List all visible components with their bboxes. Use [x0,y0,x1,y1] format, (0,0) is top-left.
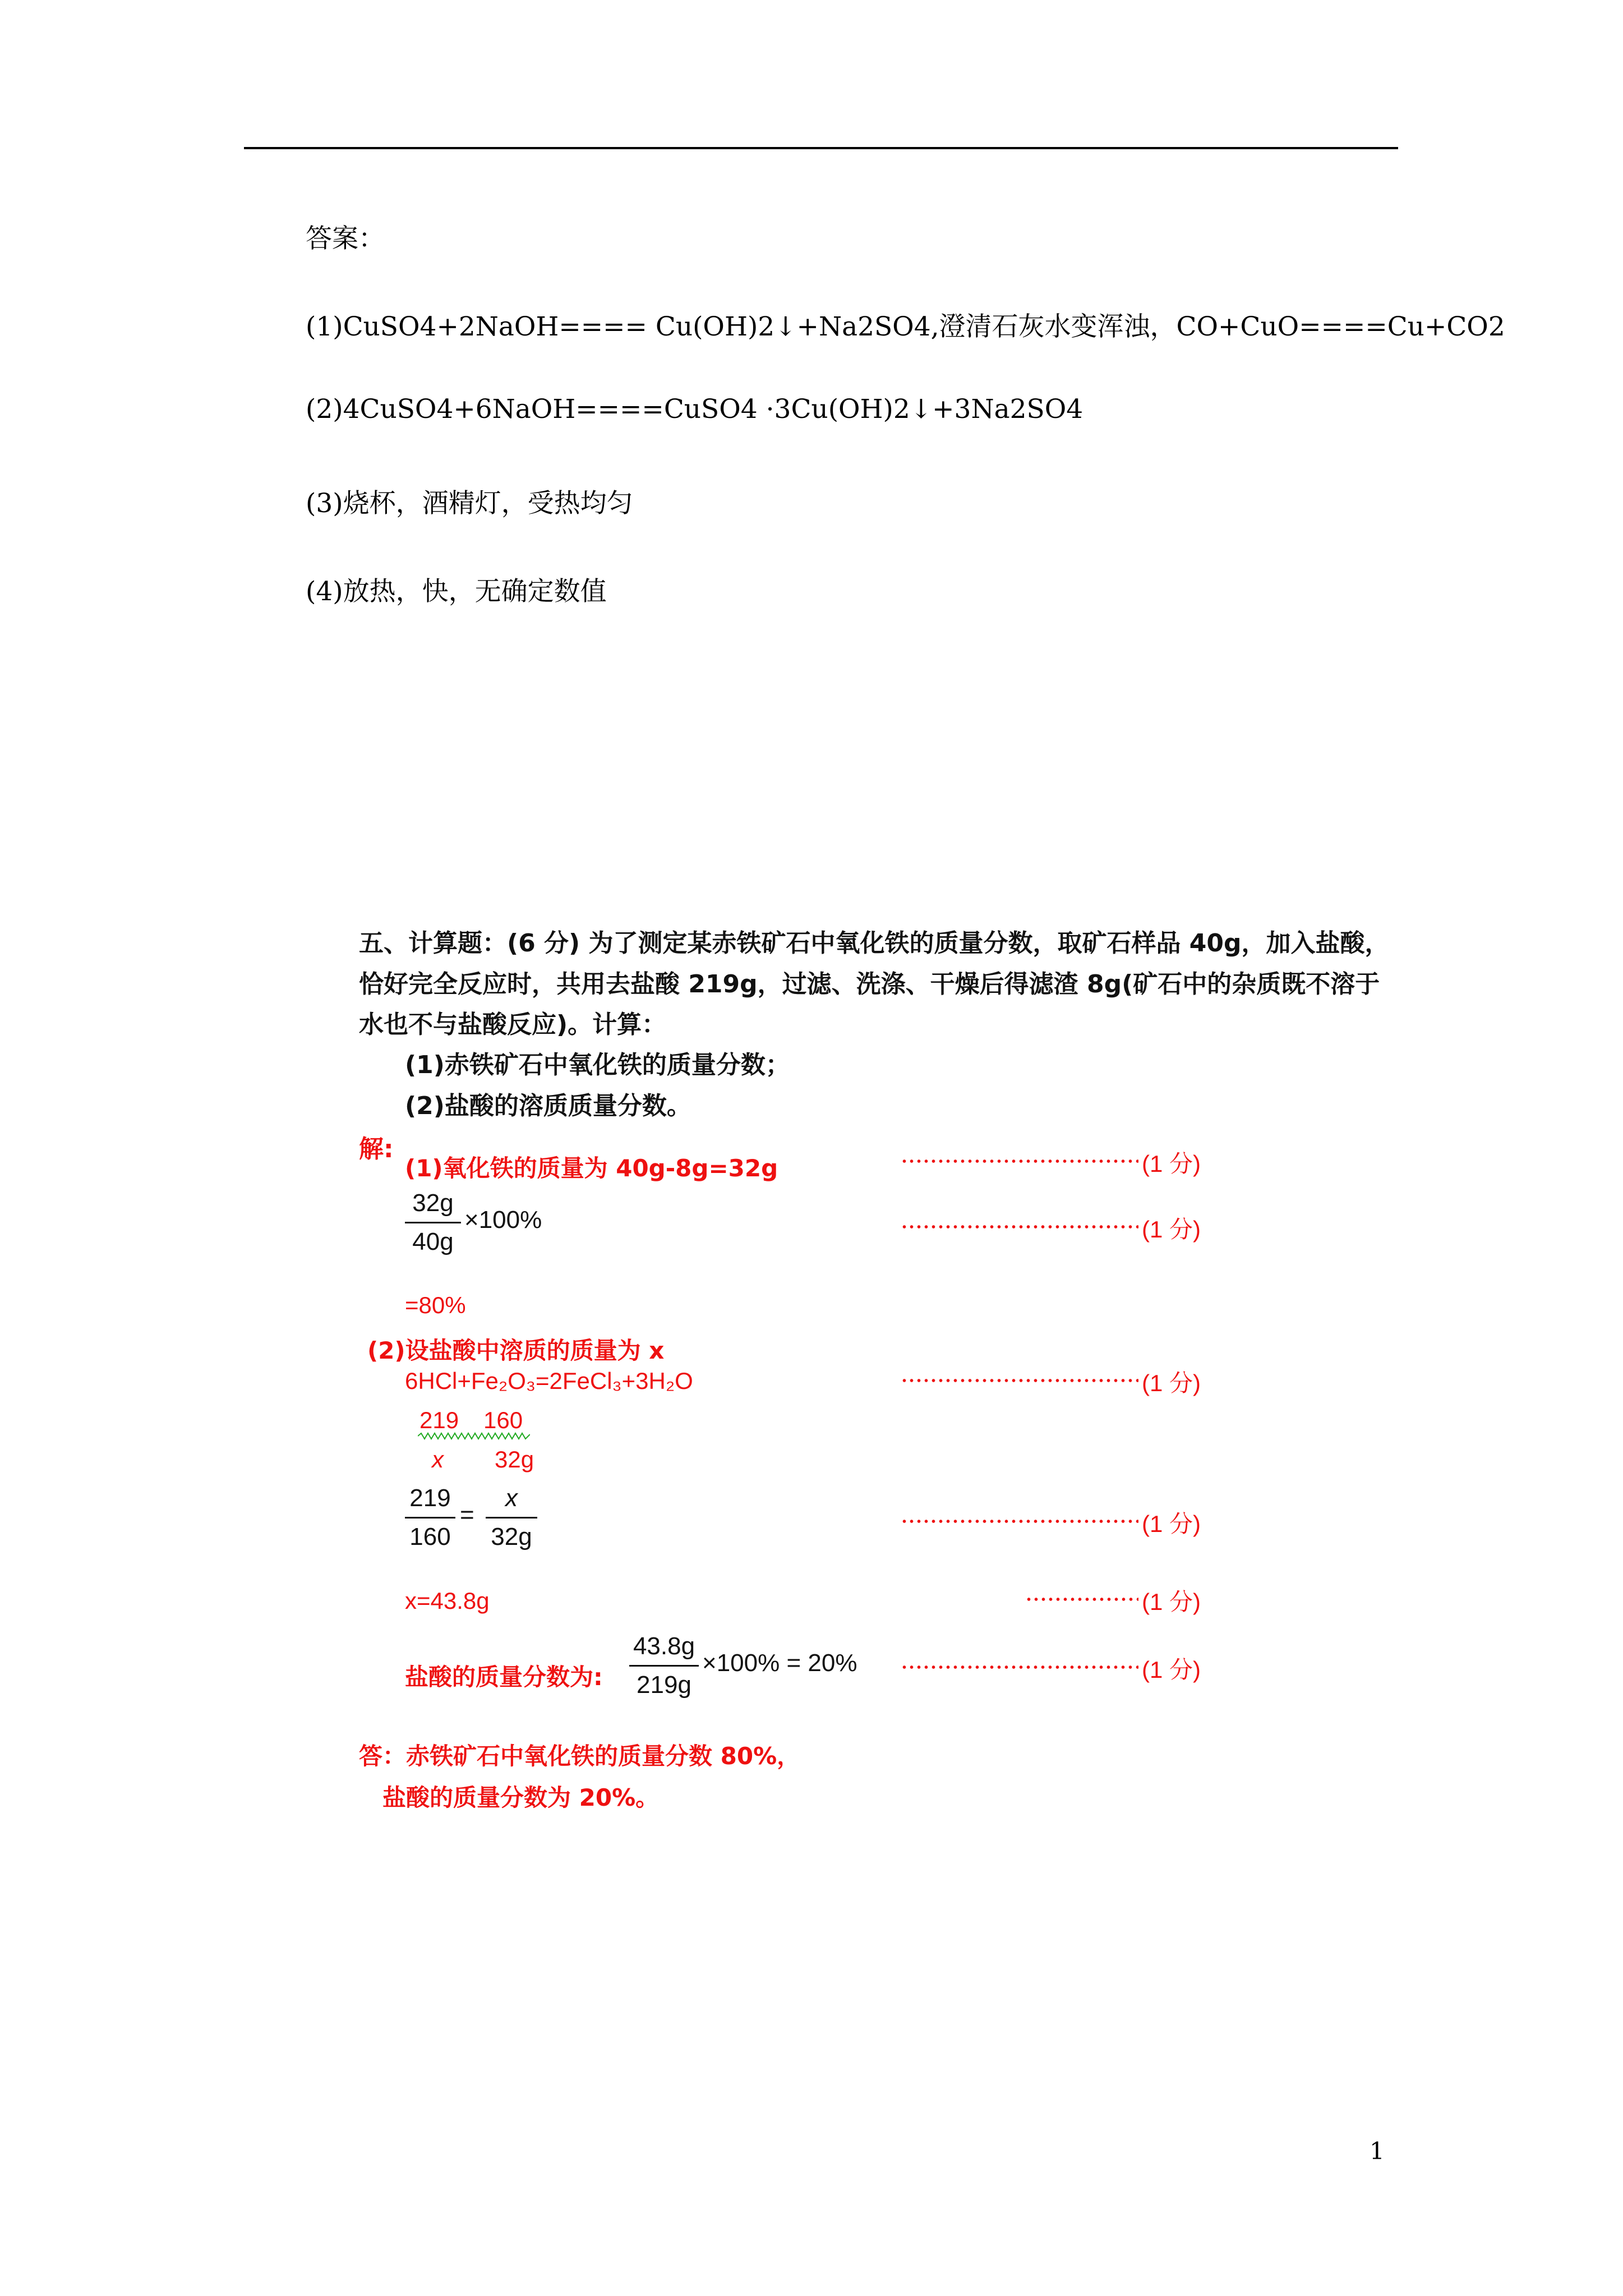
spellcheck-underline [418,1432,530,1440]
dotted-leader [1025,1597,1138,1602]
percent-label: 盐酸的质量分数为: [405,1663,603,1691]
chemical-equation: 6HCl+Fe₂O₃=2FeCl₃+3H₂O [405,1368,693,1394]
fraction-denominator: 32g [491,1523,532,1550]
fraction-denominator: 219g [637,1671,691,1699]
result-80-percent: =80% [405,1292,466,1318]
dotted-leader [901,1665,1138,1669]
question-line-2: 恰好完全反应时，共用去盐酸 219g，过滤、洗涤、干燥后得滤渣 8g(矿石中的杂质既不溶于 [359,970,1380,999]
fraction-denominator: 160 [409,1523,451,1550]
conclusion-line-1: 答：赤铁矿石中氧化铁的质量分数 80%， [359,1742,801,1770]
fraction-bar [629,1665,699,1667]
score-label: (1 分) [1142,1511,1201,1537]
times-100-percent: ×100% [464,1206,542,1234]
ratio-219: 219 [419,1407,459,1433]
question-subpart-1: (1)赤铁矿石中氧化铁的质量分数； [405,1051,790,1079]
question-subpart-2: (2)盐酸的溶质质量分数。 [405,1092,691,1120]
fraction-bar [405,1517,455,1519]
question-line-3: 水也不与盐酸反应)。计算： [359,1010,667,1039]
header-rule [244,147,1398,149]
fraction-numerator: 219 [409,1484,451,1512]
answer-title: 答案： [306,223,385,254]
conclusion-line-2: 盐酸的质量分数为 20%。 [382,1784,660,1811]
page-number: 1 [1370,2137,1385,2165]
dotted-leader [901,1225,1138,1229]
score-label: (1 分) [1142,1151,1201,1177]
dotted-leader [901,1378,1138,1383]
fraction-numerator: 43.8g [633,1632,695,1660]
x-value: x=43.8g [405,1588,490,1614]
fraction-numerator: 32g [412,1189,454,1217]
dotted-leader [901,1519,1138,1524]
solution-step-1: (1)氧化铁的质量为 40g-8g=32g [405,1154,778,1182]
times-100-equals-20: ×100% = 20% [702,1649,857,1677]
score-label: (1 分) [1142,1370,1201,1396]
fraction-numerator: x [505,1484,518,1512]
fraction-219-160 [405,1482,455,1553]
answer-line-1: (1)CuSO4+2NaOH==== Cu(OH)2↓+Na2SO4,澄清石灰水变浑浊，CO+CuO====Cu+CO2 [306,311,1505,342]
ratio-160: 160 [483,1407,523,1433]
fraction-denominator: 40g [412,1228,454,1255]
fraction-32g-40g [405,1187,461,1258]
ratio-32g: 32g [495,1446,534,1473]
answer-line-4: (4)放热，快，无确定数值 [306,576,607,607]
fraction-x-32g [486,1482,537,1553]
ratio-x: x [432,1446,444,1473]
fraction-bar [486,1517,537,1519]
equals-sign: = [460,1501,474,1529]
answer-line-2: (2)4CuSO4+6NaOH====CuSO4 ·3Cu(OH)2↓+3Na2SO4 [306,394,1083,425]
answer-line-3: (3)烧杯，酒精灯，受热均匀 [306,488,633,519]
score-label: (1 分) [1142,1589,1201,1615]
fraction-bar [405,1222,461,1223]
question-line-1: 五、计算题：(6 分) 为了测定某赤铁矿石中氧化铁的质量分数，取矿石样品 40g，加入盐酸， [359,929,1390,958]
fraction-43-8g-219g [629,1630,699,1701]
solution-label: 解: [359,1135,394,1163]
score-label: (1 分) [1142,1657,1201,1683]
dotted-leader [901,1159,1138,1163]
score-label: (1 分) [1142,1216,1201,1243]
solution-step-2: (2)设盐酸中溶质的质量为 x [367,1337,665,1364]
